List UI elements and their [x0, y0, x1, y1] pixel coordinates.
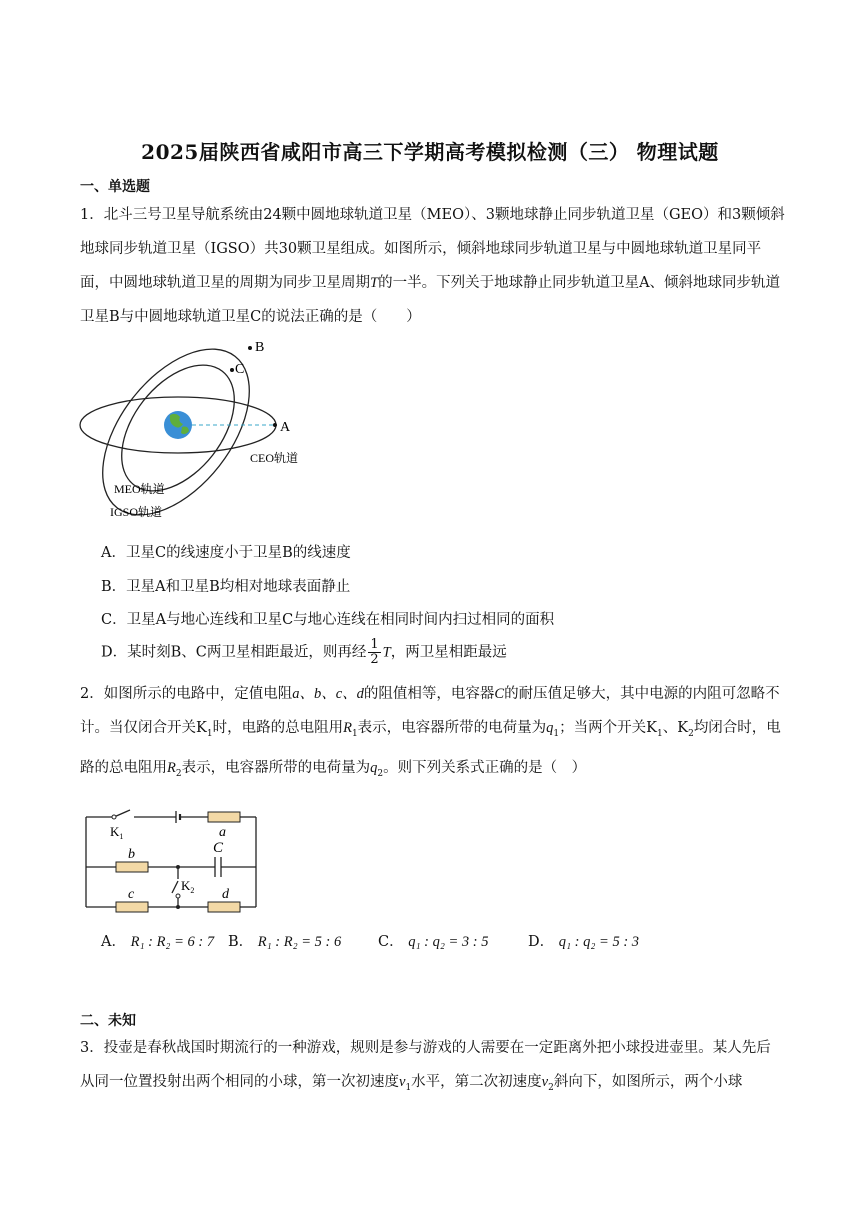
label-d: d [222, 887, 229, 902]
label-ceo: CEO轨道 [250, 451, 299, 465]
label-b: b [128, 847, 135, 862]
orbit-diagram [78, 335, 318, 525]
question-3-stem: 3．投壶是春秋战国时期流行的一种游戏，规则是参与游戏的人需要在一定距离外把小球投进壶里。某人先后从同一位置投射出两个相同的小球，第一次初速度$v_1$水平，第二次初速度$v_2$斜向下，如图所示，两个小球 [80, 1040, 771, 1093]
resistor-d [208, 902, 240, 912]
label-capacitor: C [213, 840, 224, 856]
fraction-one-half: $\frac{1}{2}$ [370, 637, 379, 667]
q2-option-d[interactable]: D． q₁ : q₂ = 5 : 3 [528, 934, 640, 950]
satellite-a [273, 423, 277, 427]
q1-option-a[interactable]: A．卫星C的线速度小于卫星B的线速度 [101, 545, 351, 561]
label-meo: MEO轨道 [114, 482, 165, 496]
k2-contact [176, 894, 180, 898]
q1-option-c[interactable]: C．卫星A与地心连线和卫星C与地心连线在相同时间内扫过相同的面积 [101, 612, 555, 628]
label-c: c [128, 887, 135, 902]
label-k1: $K_1$ [110, 824, 124, 841]
satellite-b [248, 346, 252, 350]
q2-option-c[interactable]: C． q₁ : q₂ = 3 : 5 [378, 934, 489, 950]
label-igso: IGSO轨道 [110, 505, 163, 519]
node-mid [176, 865, 180, 869]
question-2-stem: 2．如图所示的电路中，定值电阻a、b、c、d的阻值相等，电容器C的耐压值足够大，其中电源的内阻可忽略不计。当仅闭合开关$K_1$时，电路的总电阻用$R_1$表示，电容器所带的电荷量为$q_1$；当两个开关$K_1$、$K_2$均闭合时，电路的总电阻用$R_2$表示，电容器所带的电荷量为$q_2$。则下列关系式正确的是（ ） [80, 686, 781, 779]
circuit-diagram [78, 805, 268, 917]
label-k2: $K_2$ [181, 878, 195, 895]
label-a: A [280, 420, 291, 435]
label-b: B [255, 340, 265, 355]
q2-option-b[interactable]: B． R₁ : R₂ = 5 : 6 [228, 934, 342, 950]
label-a: a [219, 825, 226, 840]
earth-icon [164, 411, 192, 439]
section-heading-single-choice: 一、单选题 [80, 179, 150, 195]
section-heading-unknown: 二、未知 [80, 1013, 136, 1029]
node-bottom [176, 905, 180, 909]
q1-option-b[interactable]: B．卫星A和卫星B均相对地球表面静止 [101, 579, 351, 595]
resistor-c [116, 902, 148, 912]
satellite-c [230, 368, 234, 372]
label-c: C [235, 362, 245, 377]
resistor-b [116, 862, 148, 872]
k1-contact [112, 815, 116, 819]
q1-option-d[interactable]: D．某时刻B、C两卫星相距最近，则再经 $\frac{1}{2}$ T，两卫星相距最远 [101, 637, 507, 667]
page-title: 2025届陕西省咸阳市高三下学期高考模拟检测（三） 物理试题 [141, 140, 719, 164]
question-1-stem: 1．北斗三号卫星导航系统由24颗中圆地球轨道卫星（MEO）、3颗地球静止同步轨道卫星（GEO）和3颗倾斜地球同步轨道卫星（IGSO）共30颗卫星组成。如图所示，倾斜地球同步轨道卫星与中圆地球轨道卫星同平面，中圆地球轨道卫星的周期为同步卫星周期T的一半。下列关于地球静止同步轨道卫星A、倾斜地球同步轨道卫星B与中圆地球轨道卫星C的说法正确的是（ ） [80, 207, 785, 325]
q2-option-a[interactable]: A． R₁ : R₂ = 6 : 7 [101, 934, 215, 950]
resistor-a [208, 812, 240, 822]
